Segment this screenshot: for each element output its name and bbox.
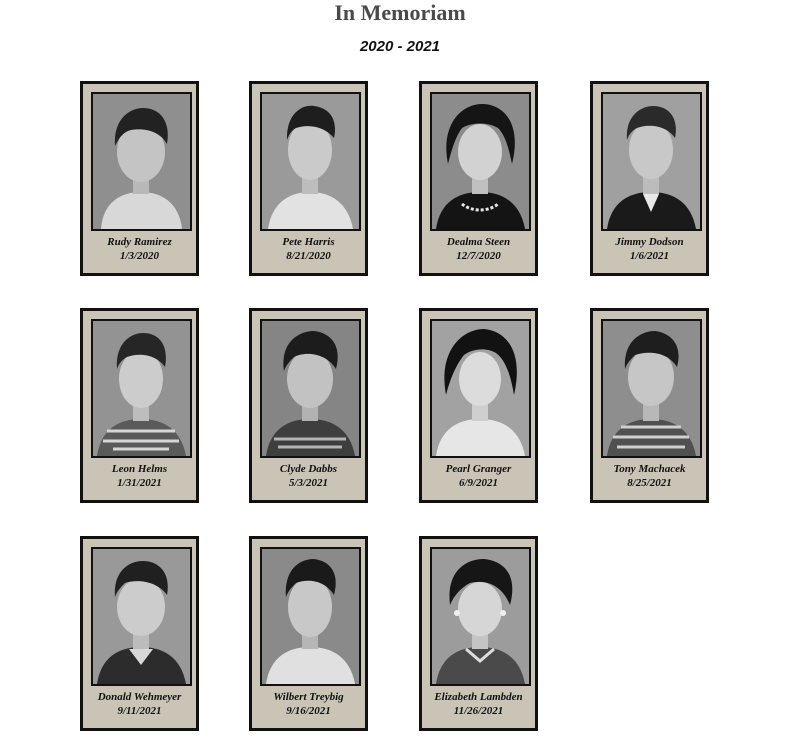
memorial-card <box>249 536 368 731</box>
death-date: 9/11/2021 <box>117 705 162 717</box>
portrait-photo <box>601 319 702 458</box>
memorial-card <box>80 536 199 731</box>
person-name: Tony Machacek <box>613 463 686 475</box>
portrait-silhouette-icon <box>262 549 359 684</box>
portrait-photo <box>430 319 531 458</box>
memorial-card <box>590 81 709 276</box>
death-date: 1/3/2020 <box>119 250 160 262</box>
death-date: 11/26/2021 <box>453 705 504 717</box>
memorial-card <box>590 308 709 503</box>
person-name: Wilbert Treybig <box>273 691 344 703</box>
person-name: Pearl Granger <box>445 463 512 475</box>
portrait-silhouette-icon <box>93 321 190 456</box>
person-name: Pete Harris <box>282 236 335 248</box>
person-name: Elizabeth Lambden <box>434 691 523 703</box>
death-date: 8/21/2020 <box>286 250 331 262</box>
portrait-photo <box>601 92 702 231</box>
person-name: Donald Wehmeyer <box>97 691 182 703</box>
portrait-photo <box>260 547 361 686</box>
portrait-silhouette-icon <box>262 321 359 456</box>
memorial-card <box>80 81 199 276</box>
portrait-silhouette-icon <box>432 321 529 456</box>
portrait-silhouette-icon <box>432 94 529 229</box>
portrait-photo <box>91 92 192 231</box>
person-name: Dealma Steen <box>446 236 511 248</box>
memorial-card <box>249 81 368 276</box>
death-date: 9/16/2021 <box>286 705 331 717</box>
portrait-photo <box>91 319 192 458</box>
death-date: 6/9/2021 <box>458 477 499 489</box>
portrait-photo <box>430 547 531 686</box>
portrait-photo <box>260 319 361 458</box>
portrait-silhouette-icon <box>603 321 700 456</box>
memorial-card <box>80 308 199 503</box>
portrait-photo <box>430 92 531 231</box>
portrait-silhouette-icon <box>603 94 700 229</box>
death-date: 12/7/2020 <box>456 250 501 262</box>
portrait-photo <box>260 92 361 231</box>
memorial-card <box>419 308 538 503</box>
portrait-photo <box>91 547 192 686</box>
portrait-silhouette-icon <box>432 549 529 684</box>
portrait-silhouette-icon <box>93 94 190 229</box>
death-date: 1/6/2021 <box>629 250 670 262</box>
memorial-card <box>419 536 538 731</box>
person-name: Leon Helms <box>111 463 168 475</box>
page-title: In Memoriam <box>334 0 466 25</box>
memorial-card <box>419 81 538 276</box>
death-date: 5/3/2021 <box>288 477 329 489</box>
year-range: 2020 - 2021 <box>359 38 441 55</box>
portrait-silhouette-icon <box>93 549 190 684</box>
death-date: 8/25/2021 <box>627 477 672 489</box>
person-name: Rudy Ramirez <box>107 236 172 248</box>
death-date: 1/31/2021 <box>117 477 162 489</box>
person-name: Jimmy Dodson <box>615 236 684 248</box>
memorial-card <box>249 308 368 503</box>
portrait-silhouette-icon <box>262 94 359 229</box>
person-name: Clyde Dabbs <box>279 463 338 475</box>
